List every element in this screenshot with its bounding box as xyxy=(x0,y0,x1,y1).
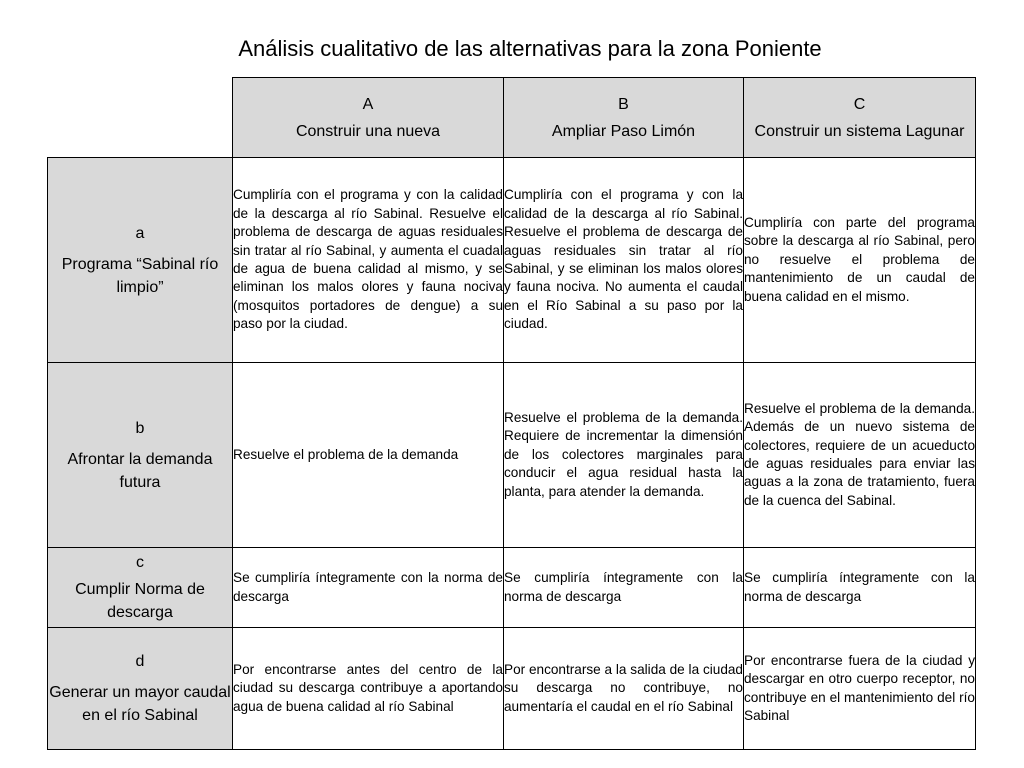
row-header-c xyxy=(48,548,233,628)
cell-c-B: Se cumpliría íntegramente con la norma de descarga xyxy=(504,548,744,628)
table-row xyxy=(48,628,976,750)
cell-d-B: Por encontrarse a la salida de la ciudad su descarga no contribuye, no aumentaría el caudal en el río Sabinal xyxy=(504,628,744,750)
row-letter: b xyxy=(135,419,145,437)
row-header-a xyxy=(48,158,233,363)
column-label: Construir una nueva xyxy=(295,122,441,140)
column-letter: A xyxy=(362,95,374,113)
header-row xyxy=(48,78,976,158)
column-letter: C xyxy=(853,95,866,113)
row-label: Cumplir Norma de descarga xyxy=(75,581,205,621)
row-header-b xyxy=(48,363,233,548)
cell-a-B: Cumpliría con el programa y con la calidad de la descarga al río Sabinal. Resuelve el problema de descarga de aguas residuales sin tratar al río Sabinal, y se eliminan los malos olores y fauna nociva. No aumenta el caudal en el Río Sabinal a su paso por la ciudad. xyxy=(504,158,744,363)
page-title: Análisis cualitativo de las alternativas para la zona Poniente xyxy=(238,36,822,61)
cell-b-A: Resuelve el problema de la demanda xyxy=(233,363,504,548)
cell-c-C: Se cumpliría íntegramente con la norma de descarga xyxy=(744,548,976,628)
row-label: Programa “Sabinal río limpio” xyxy=(61,255,219,296)
row-label: Generar un mayor caudal en el río Sabinal xyxy=(49,684,231,724)
row-header-d xyxy=(48,628,233,750)
column-header-b xyxy=(504,78,744,158)
column-letter: B xyxy=(618,95,629,113)
column-header-a xyxy=(233,78,504,158)
column-header-c xyxy=(744,78,976,158)
alternatives-table xyxy=(47,77,976,750)
cell-b-B: Resuelve el problema de la demanda. Requiere de incrementar la dimensión de los colectores marginales para conducir el agua residual hasta la planta, para atender la demanda. xyxy=(504,363,744,548)
cell-d-C: Por encontrarse fuera de la ciudad y descargar en otro cuerpo receptor, no contribuye en el mantenimiento del río Sabinal xyxy=(744,628,976,750)
row-letter: a xyxy=(135,224,145,242)
cell-a-C: Cumpliría con parte del programa sobre la descarga al río Sabinal, pero no resuelve el problema de mantenimiento de un caudal de buena calidad en el mismo. xyxy=(744,158,976,363)
row-letter: d xyxy=(135,653,145,670)
corner-cell xyxy=(48,78,233,158)
cell-d-A: Por encontrarse antes del centro de la ciudad su descarga contribuye a aportando agua de buena calidad al río Sabinal xyxy=(233,628,504,750)
table-row xyxy=(48,548,976,628)
column-label: Ampliar Paso Limón xyxy=(551,122,696,140)
table-row xyxy=(48,158,976,363)
row-letter: c xyxy=(136,554,144,571)
table-row xyxy=(48,363,976,548)
row-label: Afrontar la demanda futura xyxy=(67,450,213,491)
cell-a-A: Cumpliría con el programa y con la calidad de la descarga al río Sabinal. Resuelve el problema de descarga de aguas residuales sin tratar al río Sabinal, y aumenta el cuadal de agua de buena calidad al mismo, y se eliminan los malos olores y fauna nociva (mosquitos portadores de dengue) a su paso por la ciudad. xyxy=(233,158,504,363)
column-label: Construir un sistema Lagunar xyxy=(754,122,965,140)
cell-c-A: Se cumpliría íntegramente con la norma de descarga xyxy=(233,548,504,628)
cell-b-C: Resuelve el problema de la demanda. Además de un nuevo sistema de colectores, requiere de un acueducto de aguas residuales para enviar las aguas a la zona de tratamiento, fuera de la cuenca del Sabinal. xyxy=(744,363,976,548)
